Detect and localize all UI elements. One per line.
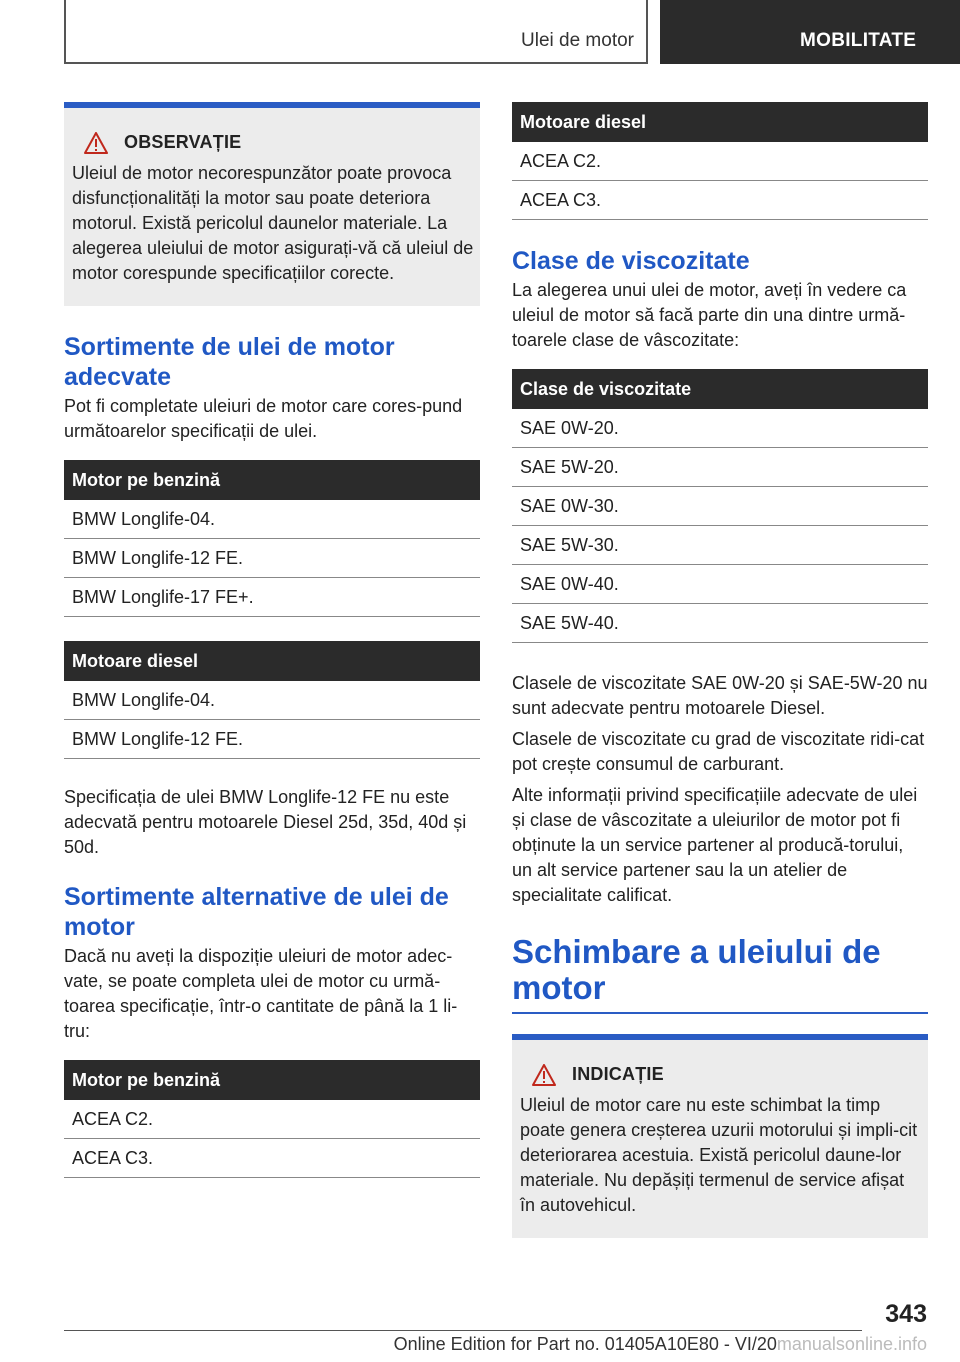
table-row: SAE 5W-30.	[512, 526, 928, 565]
table-row: ACEA C2.	[64, 1100, 480, 1139]
edition-text: Online Edition for Part no. 01405A10E80 - VI/20	[393, 1334, 777, 1354]
table-viscozitate	[512, 369, 928, 643]
page-number: 343	[885, 1300, 927, 1328]
paragraph-sortimente: Pot fi completate uleiuri de motor care cores-pund următoarelor specificații de ulei.	[64, 396, 463, 441]
notice-label: OBSERVAȚIE	[124, 132, 242, 152]
warning-icon	[84, 132, 108, 154]
table-row: BMW Longlife-12 FE.	[64, 720, 480, 759]
chapter-title: Ulei de motor	[521, 30, 634, 51]
footer-divider	[64, 1330, 862, 1331]
paragraph-clase-1: Clasele de viscozitate SAE 0W-20 și SAE-5W-20 nu sunt adecvate pentru motoarele Diesel.	[512, 673, 928, 718]
table-row: SAE 0W-30.	[512, 487, 928, 526]
table-row: ACEA C2.	[512, 142, 928, 181]
heading-schimbare: Schimbare a uleiului de motor	[512, 933, 881, 1006]
paragraph-clase-2: Clasele de viscozitate cu grad de viscozitate ridi-cat pot crește consumul de carburant.	[512, 729, 925, 774]
heading-alternative: Sortimente alternative de ulei de motor	[64, 883, 449, 941]
site-watermark: manualsonline.info	[776, 1334, 927, 1354]
notice-box-observatie	[64, 102, 480, 306]
footer-edition	[394, 1334, 927, 1355]
table-row: BMW Longlife-17 FE+.	[64, 578, 480, 617]
paragraph-clase-3: Alte informații privind specificațiile adecvate de ulei și clase de vâscozitate a uleiurilor de motor pot fi obținute la un service partener al producă-torului, un alt service partener sau la un atelier de specialitate calificat.	[512, 785, 918, 905]
notice-label: INDICAȚIE	[572, 1064, 664, 1084]
notice-box-indicatie	[512, 1034, 928, 1238]
table-row: BMW Longlife-12 FE.	[64, 539, 480, 578]
header-section-box	[660, 0, 960, 64]
table-row: SAE 0W-40.	[512, 565, 928, 604]
paragraph-specificatie: Specificația de ulei BMW Longlife-12 FE nu este adecvată pentru motoarele Diesel 25d, 35d, 40d și 50d.	[64, 787, 467, 857]
left-column	[64, 102, 480, 1178]
heading-viscozitate: Clase de viscozitate	[512, 247, 750, 275]
paragraph-alternative: Dacă nu aveți la dispoziție uleiuri de motor adec-vate, se poate completa ulei de motor cu urmă-toarea specificație, într-o cantitate de până la 1 li-tru:	[64, 946, 458, 1041]
heading-sortimente: Sortimente de ulei de motor adecvate	[64, 333, 395, 391]
table-row: SAE 5W-20.	[512, 448, 928, 487]
table-row: BMW Longlife-04.	[64, 500, 480, 539]
table-motoare-diesel	[64, 641, 480, 759]
table-row: BMW Longlife-04.	[64, 681, 480, 720]
table-alt-benzina	[64, 1060, 480, 1178]
right-column	[512, 102, 928, 1238]
table-motor-benzina	[64, 460, 480, 617]
header-chapter-box	[64, 0, 648, 64]
table-row: ACEA C3.	[512, 181, 928, 220]
table-header: Motor pe benzină	[64, 460, 480, 500]
paragraph-viscozitate: La alegerea unui ulei de motor, aveți în vedere ca uleiul de motor să facă parte din una dintre urmă-toarele clase de vâscozitate:	[512, 280, 907, 350]
table-alt-diesel	[512, 102, 928, 220]
table-header: Motoare diesel	[512, 102, 928, 142]
section-title: MOBILITATE	[800, 30, 917, 51]
heading-underline	[512, 1012, 928, 1014]
table-row: SAE 5W-40.	[512, 604, 928, 643]
notice-text: Uleiul de motor necorespunzător poate provoca disfuncționalități la motor sau poate deteriora motorul. Există pericolul daunelor materiale. La alegerea uleiului de motor asigurați-vă că uleiul de motor corespunde specificațiilor corecte.	[72, 163, 474, 283]
table-header: Motoare diesel	[64, 641, 480, 681]
notice-text: Uleiul de motor care nu este schimbat la timp poate genera creșterea uzurii motorului și impli-cit deteriorarea acestuia. Există pericolul daune-lor materiale. Nu depășiți termenul de service afișat în autovehicul.	[520, 1095, 918, 1215]
warning-icon	[532, 1064, 556, 1086]
table-row: SAE 0W-20.	[512, 409, 928, 448]
table-header: Motor pe benzină	[64, 1060, 480, 1100]
table-row: ACEA C3.	[64, 1139, 480, 1178]
table-header: Clase de viscozitate	[512, 369, 928, 409]
